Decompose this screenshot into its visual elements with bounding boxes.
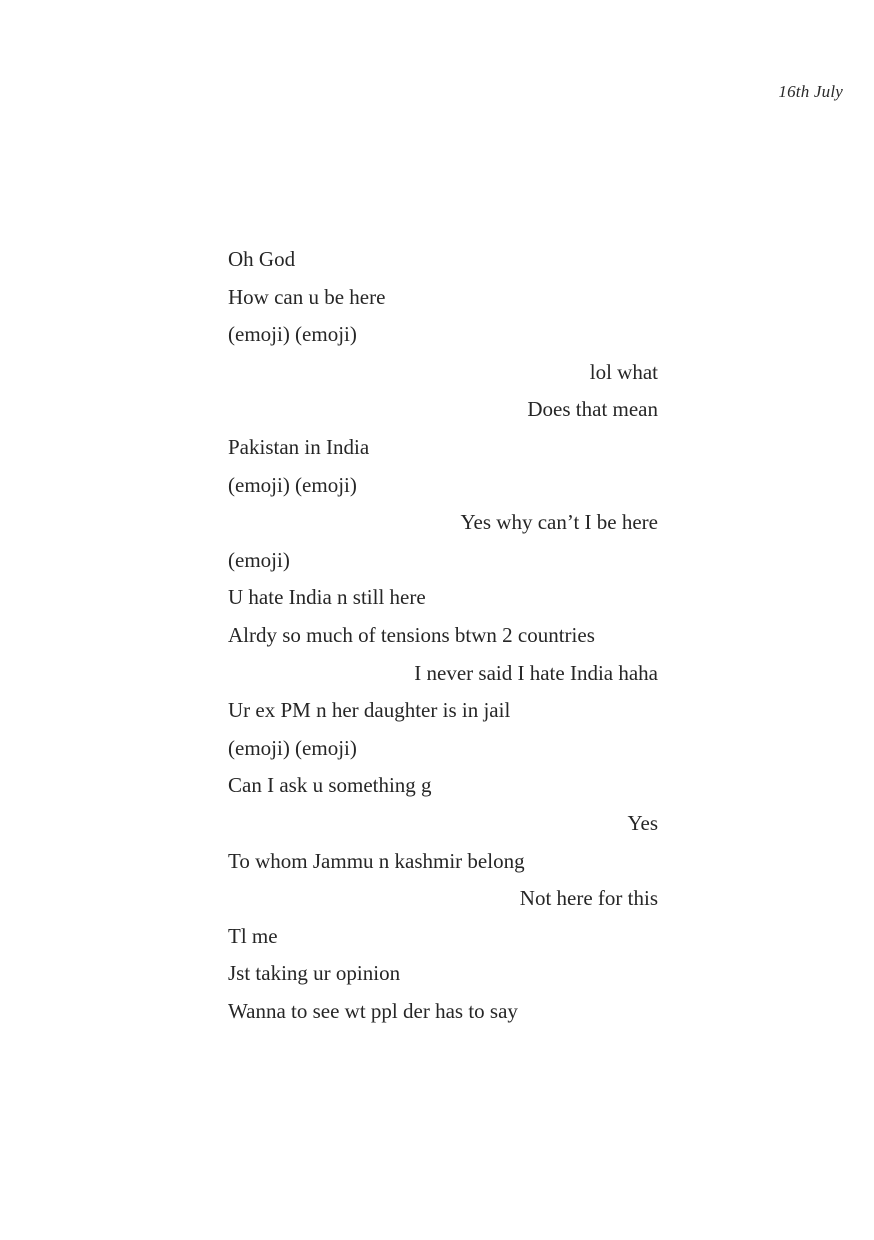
message-line: Pakistan in India — [228, 434, 370, 459]
message-line: Yes — [627, 810, 658, 835]
message-line: (emoji) — [228, 547, 290, 572]
message-line: (emoji) (emoji) — [228, 322, 357, 347]
message-line: Alrdy so much of tensions btwn 2 countries — [228, 622, 595, 647]
message-line: Yes why can’t I be here — [460, 510, 658, 535]
message-line: Not here for this — [519, 886, 658, 911]
message-line: Ur ex PM n her daughter is in jail — [228, 698, 511, 723]
message-line: Tl me — [228, 923, 278, 948]
message-line: lol what — [589, 359, 658, 384]
message-line: Wanna to see wt ppl der has to say — [228, 998, 518, 1023]
message-line: Jst taking ur opinion — [228, 961, 401, 986]
message-line: Does that mean — [527, 397, 658, 422]
page-header-date: 16th July — [778, 82, 843, 101]
message-line: To whom Jammu n kashmir belong — [228, 848, 525, 873]
message-line: (emoji) (emoji) — [228, 472, 357, 497]
message-line: Can I ask u something g — [228, 773, 432, 798]
message-line: U hate India n still here — [228, 585, 426, 610]
chat-transcript — [228, 241, 658, 1030]
message-line: How can u be here — [228, 284, 386, 309]
message-line: Oh God — [228, 247, 296, 271]
message-line: I never said I hate India haha — [414, 660, 658, 685]
message-line: (emoji) (emoji) — [228, 735, 357, 760]
